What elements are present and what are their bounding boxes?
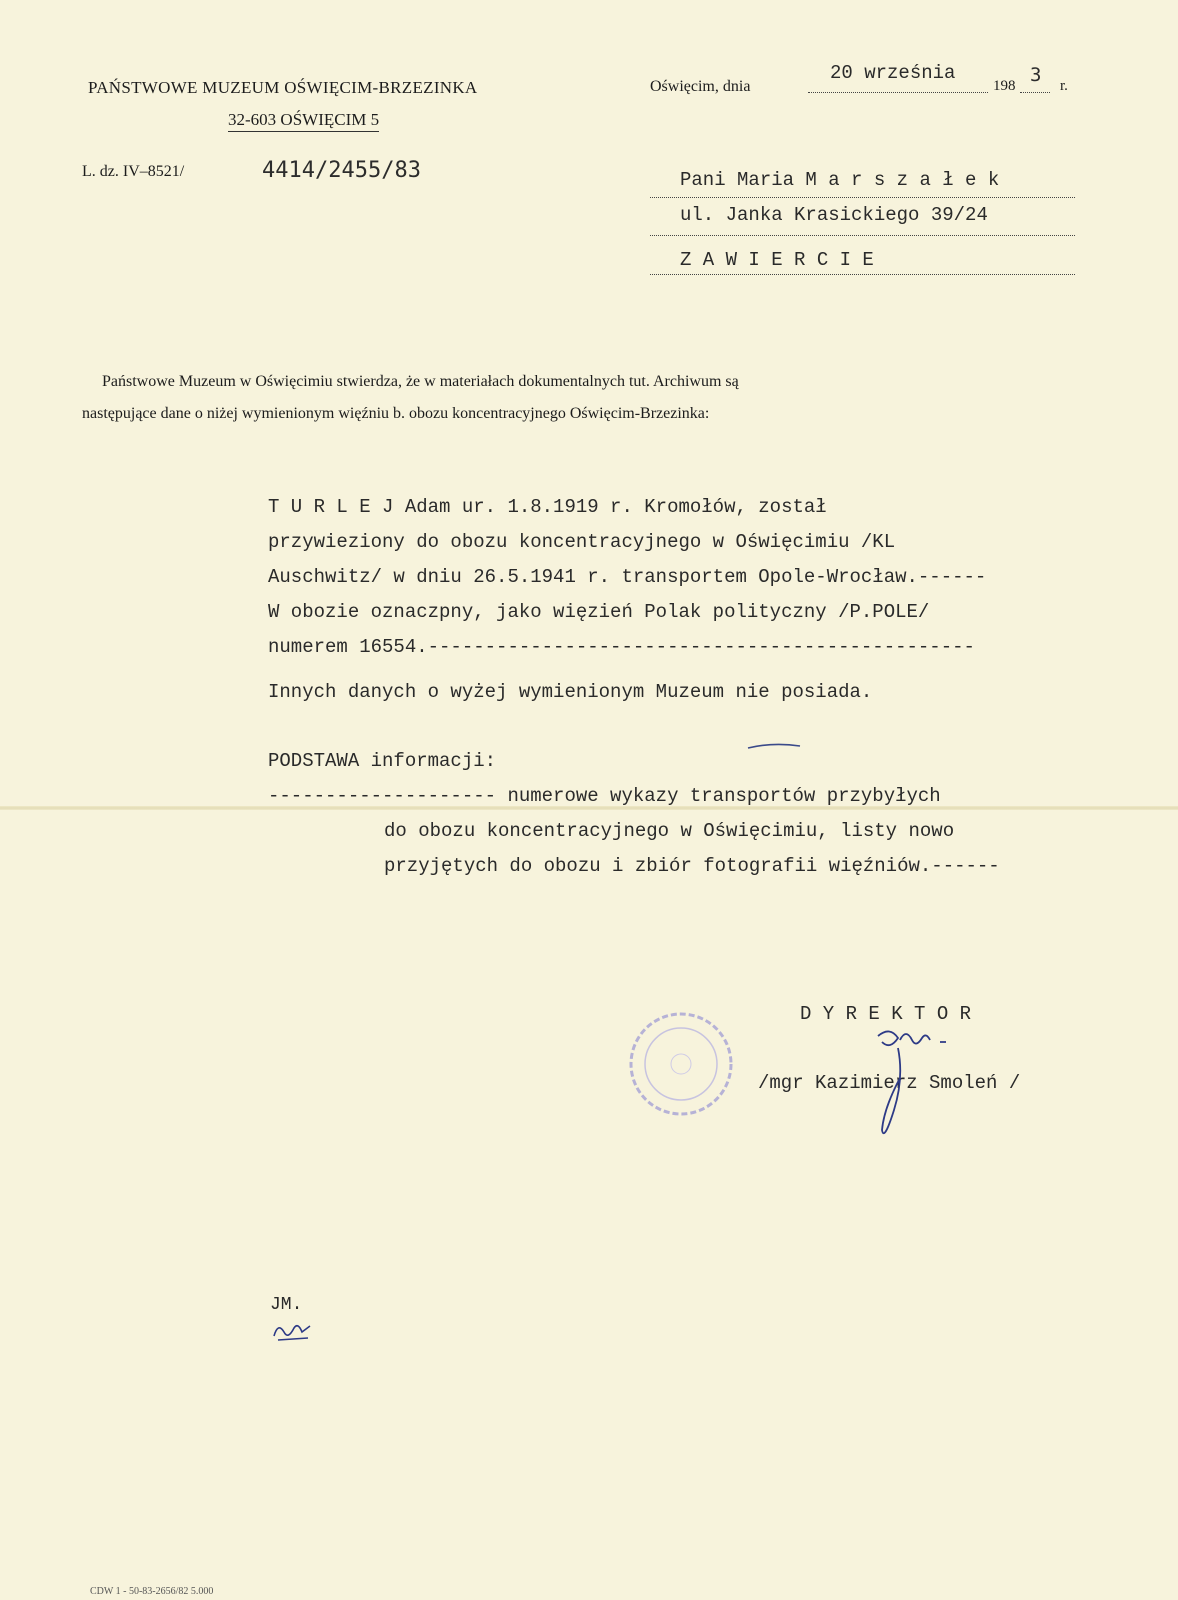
director-title: D Y R E K T O R — [800, 1003, 972, 1025]
body-line-5: numerem 16554.------------------------------------------------ — [268, 636, 975, 658]
official-stamp — [625, 1008, 737, 1120]
recipient-street: ul. Janka Krasickiego 39/24 — [680, 204, 988, 226]
year-prefix: 198 — [993, 78, 1016, 94]
recipient-line-2 — [650, 234, 1075, 236]
year-r: r. — [1060, 78, 1068, 94]
handwritten-signature — [860, 1018, 970, 1148]
reference-label: L. dz. IV–8521/ — [82, 163, 185, 180]
intro-line-2: następujące dane o niżej wymienionym więźniu b. obozu koncentracyjnego Oświęcim-Brzezinka: — [82, 405, 710, 422]
recipient-name: Pani Maria M a r s z a ł e k — [680, 169, 1000, 191]
date-day-month: 20 września — [830, 62, 956, 84]
recipient-line-3 — [650, 273, 1075, 275]
director-name: /mgr Kazimierz Smoleń / — [758, 1072, 1021, 1094]
typist-initials: JM. — [270, 1295, 303, 1315]
basis-line-3: przyjętych do obozu i zbiór fotografii więźniów.------ — [384, 855, 1000, 877]
year-suffix: 3 — [1030, 64, 1042, 86]
reference-number: 4414/2455/83 — [262, 158, 421, 183]
institution-name: PAŃSTWOWE MUZEUM OŚWIĘCIM-BRZEZINKA — [88, 78, 478, 97]
body-line-3: Auschwitz/ w dniu 26.5.1941 r. transportem Opole-Wrocław.------ — [268, 566, 987, 588]
body-line-4: W obozie oznaczpny, jako więzień Polak polityczny /P.POLE/ — [268, 601, 930, 623]
body-line-2: przywieziony do obozu koncentracyjnego w Oświęcimiu /KL — [268, 531, 896, 553]
intro-line-1: Państwowe Muzeum w Oświęcimiu stwierdza, że w materiałach dokumentalnych tut. Archiwum są — [102, 373, 739, 390]
basis-label: PODSTAWA informacji: — [268, 750, 497, 772]
date-dotted-line — [808, 91, 988, 93]
pen-mark — [745, 740, 805, 754]
basis-line-1: -------------------- numerowe wykazy transportów przybyłych — [268, 785, 941, 807]
print-code: CDW 1 - 50-83-2656/82 5.000 — [90, 1586, 214, 1597]
recipient-line-1 — [650, 196, 1075, 198]
postal-address: 32-603 OŚWIĘCIM 5 — [228, 110, 379, 132]
recipient-city: Z A W I E R C I E — [680, 249, 874, 271]
place-date-label: Oświęcim, dnia — [650, 78, 751, 95]
year-dotted-line — [1020, 91, 1050, 93]
body-line-1: T U R L E J Adam ur. 1.8.1919 r. Kromołów, został — [268, 496, 827, 518]
body-line-6: Innych danych o wyżej wymienionym Muzeum nie posiada. — [268, 681, 873, 703]
initials-handwriting — [268, 1318, 320, 1344]
basis-line-2: do obozu koncentracyjnego w Oświęcimiu, listy nowo — [384, 820, 955, 842]
